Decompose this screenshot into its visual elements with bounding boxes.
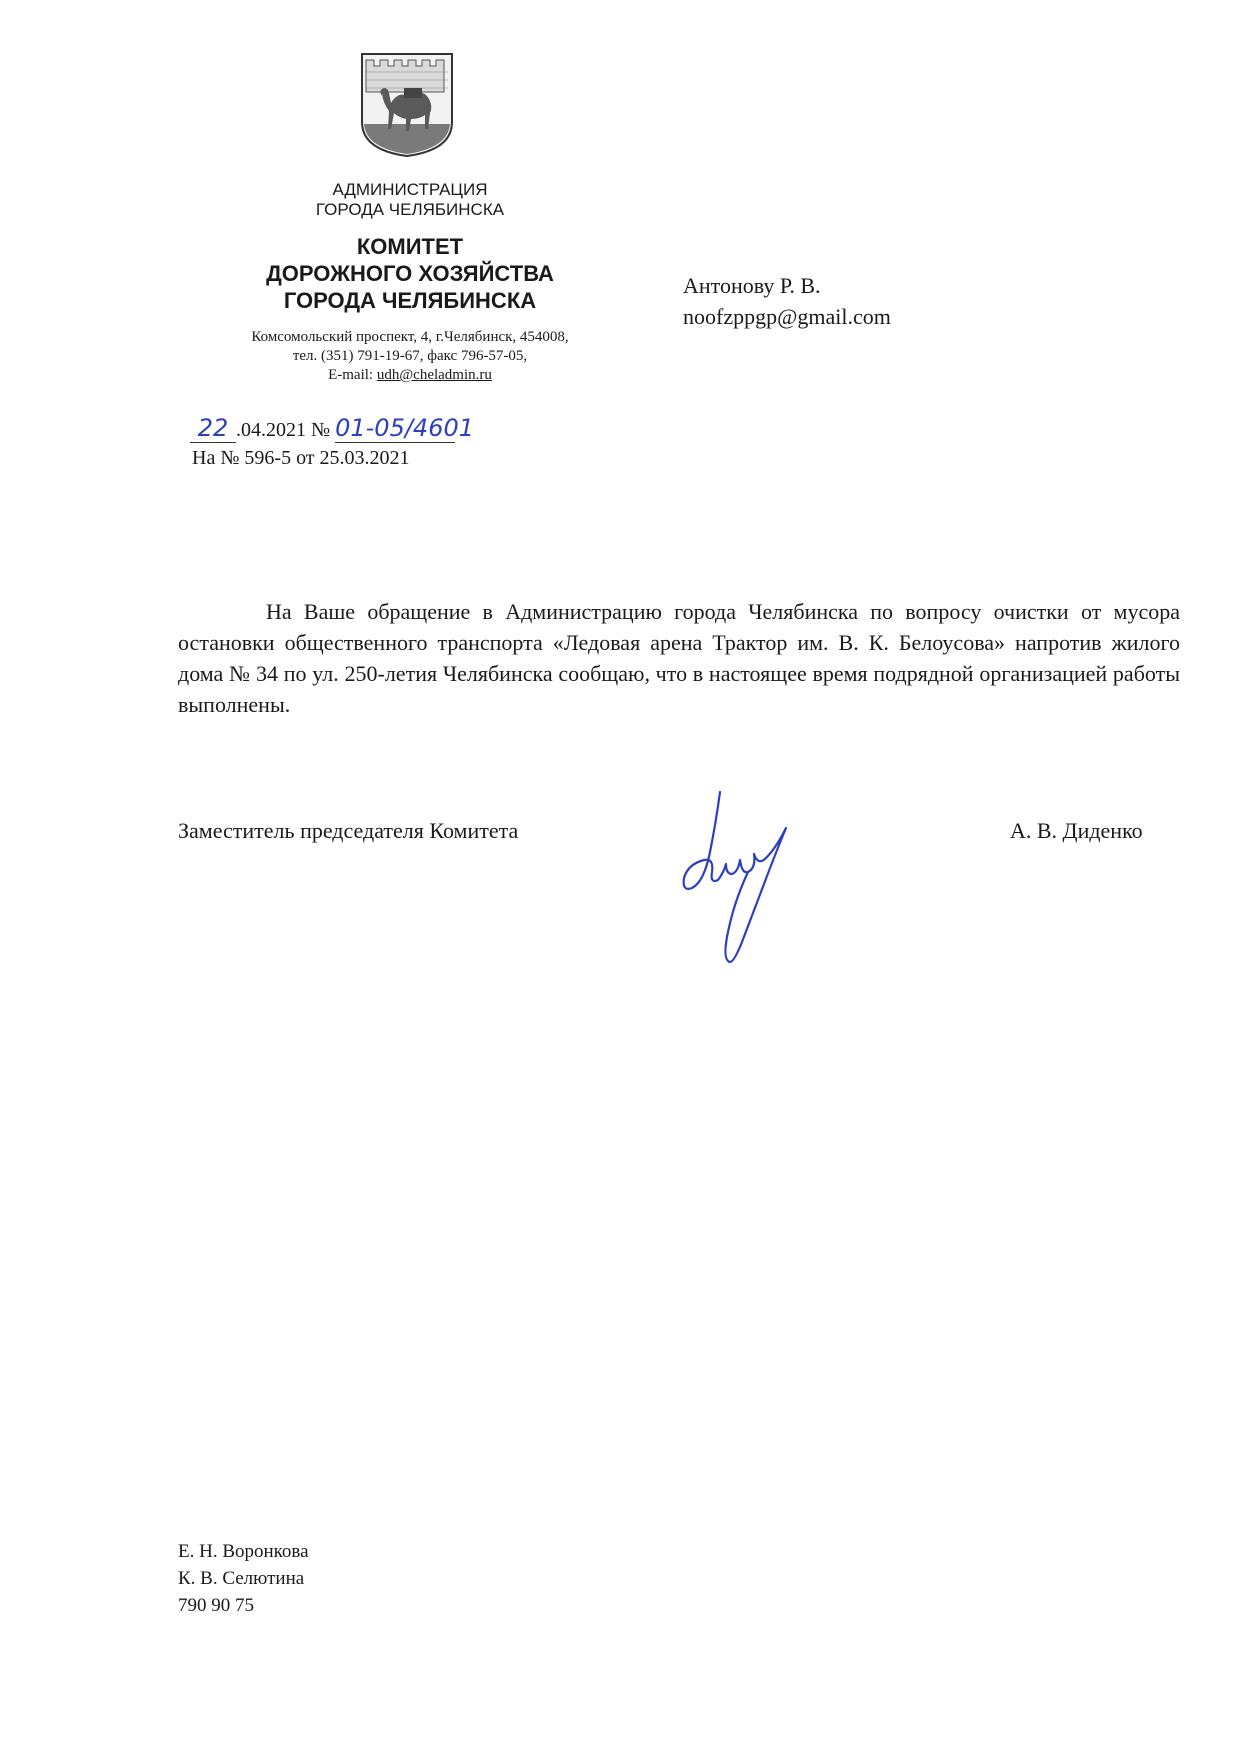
org-admin-line1: АДМИНИСТРАЦИЯ — [332, 180, 488, 199]
committee-line1: КОМИТЕТ — [356, 234, 464, 259]
org-email-label: E-mail: — [328, 367, 377, 383]
registration-reference: На № 596-5 от 25.03.2021 — [192, 447, 410, 469]
org-email-link[interactable]: udh@cheladmin.ru — [376, 367, 492, 383]
signer-name: А. В. Диденко — [1010, 818, 1143, 843]
org-email-row — [180, 366, 640, 385]
org-committee — [210, 233, 610, 314]
letter-body: На Ваше обращение в Администрацию города Челябинска по вопросу очистки от мусора остановки общественного транспорта «Ледовая арена Трактор им. В. К. Белоусова» напротив жилого дома № 34 по ул. 250-летия Челябинска сообщаю, что в настоящее время подрядной организацией работы выполнены. — [178, 599, 1180, 717]
executor-2: К. В. Селютина — [178, 1568, 305, 1589]
coat-of-arms-icon — [360, 52, 454, 158]
executor-phone: 790 90 75 — [178, 1595, 254, 1616]
recipient-email[interactable]: noofzppgp@gmail.com — [683, 304, 891, 329]
org-address: Комсомольский проспект, 4, г.Челябинск, 454008, — [251, 329, 569, 345]
registration-number: 01-05/4601 — [335, 414, 474, 442]
org-administration — [230, 180, 590, 220]
org-contacts — [180, 328, 640, 385]
executors-block — [178, 1538, 309, 1619]
recipient-block — [683, 270, 891, 332]
signer-position: Заместитель председателя Комитета — [178, 818, 519, 843]
registration-date-rest: .04.2021 № — [236, 419, 331, 441]
registration-day: 22 — [190, 414, 236, 443]
handwritten-signature — [660, 780, 830, 1000]
executor-1: Е. Н. Воронкова — [178, 1541, 309, 1562]
registration-line — [190, 414, 474, 443]
committee-line3: ГОРОДА ЧЕЛЯБИНСКА — [283, 288, 537, 313]
committee-line2: ДОРОЖНОГО ХОЗЯЙСТВА — [266, 261, 554, 286]
org-admin-line2: ГОРОДА ЧЕЛЯБИНСКА — [315, 200, 505, 219]
org-phone: тел. (351) 791-19-67, факс 796-57-05, — [292, 348, 528, 364]
recipient-name: Антонову Р. В. — [683, 273, 821, 298]
